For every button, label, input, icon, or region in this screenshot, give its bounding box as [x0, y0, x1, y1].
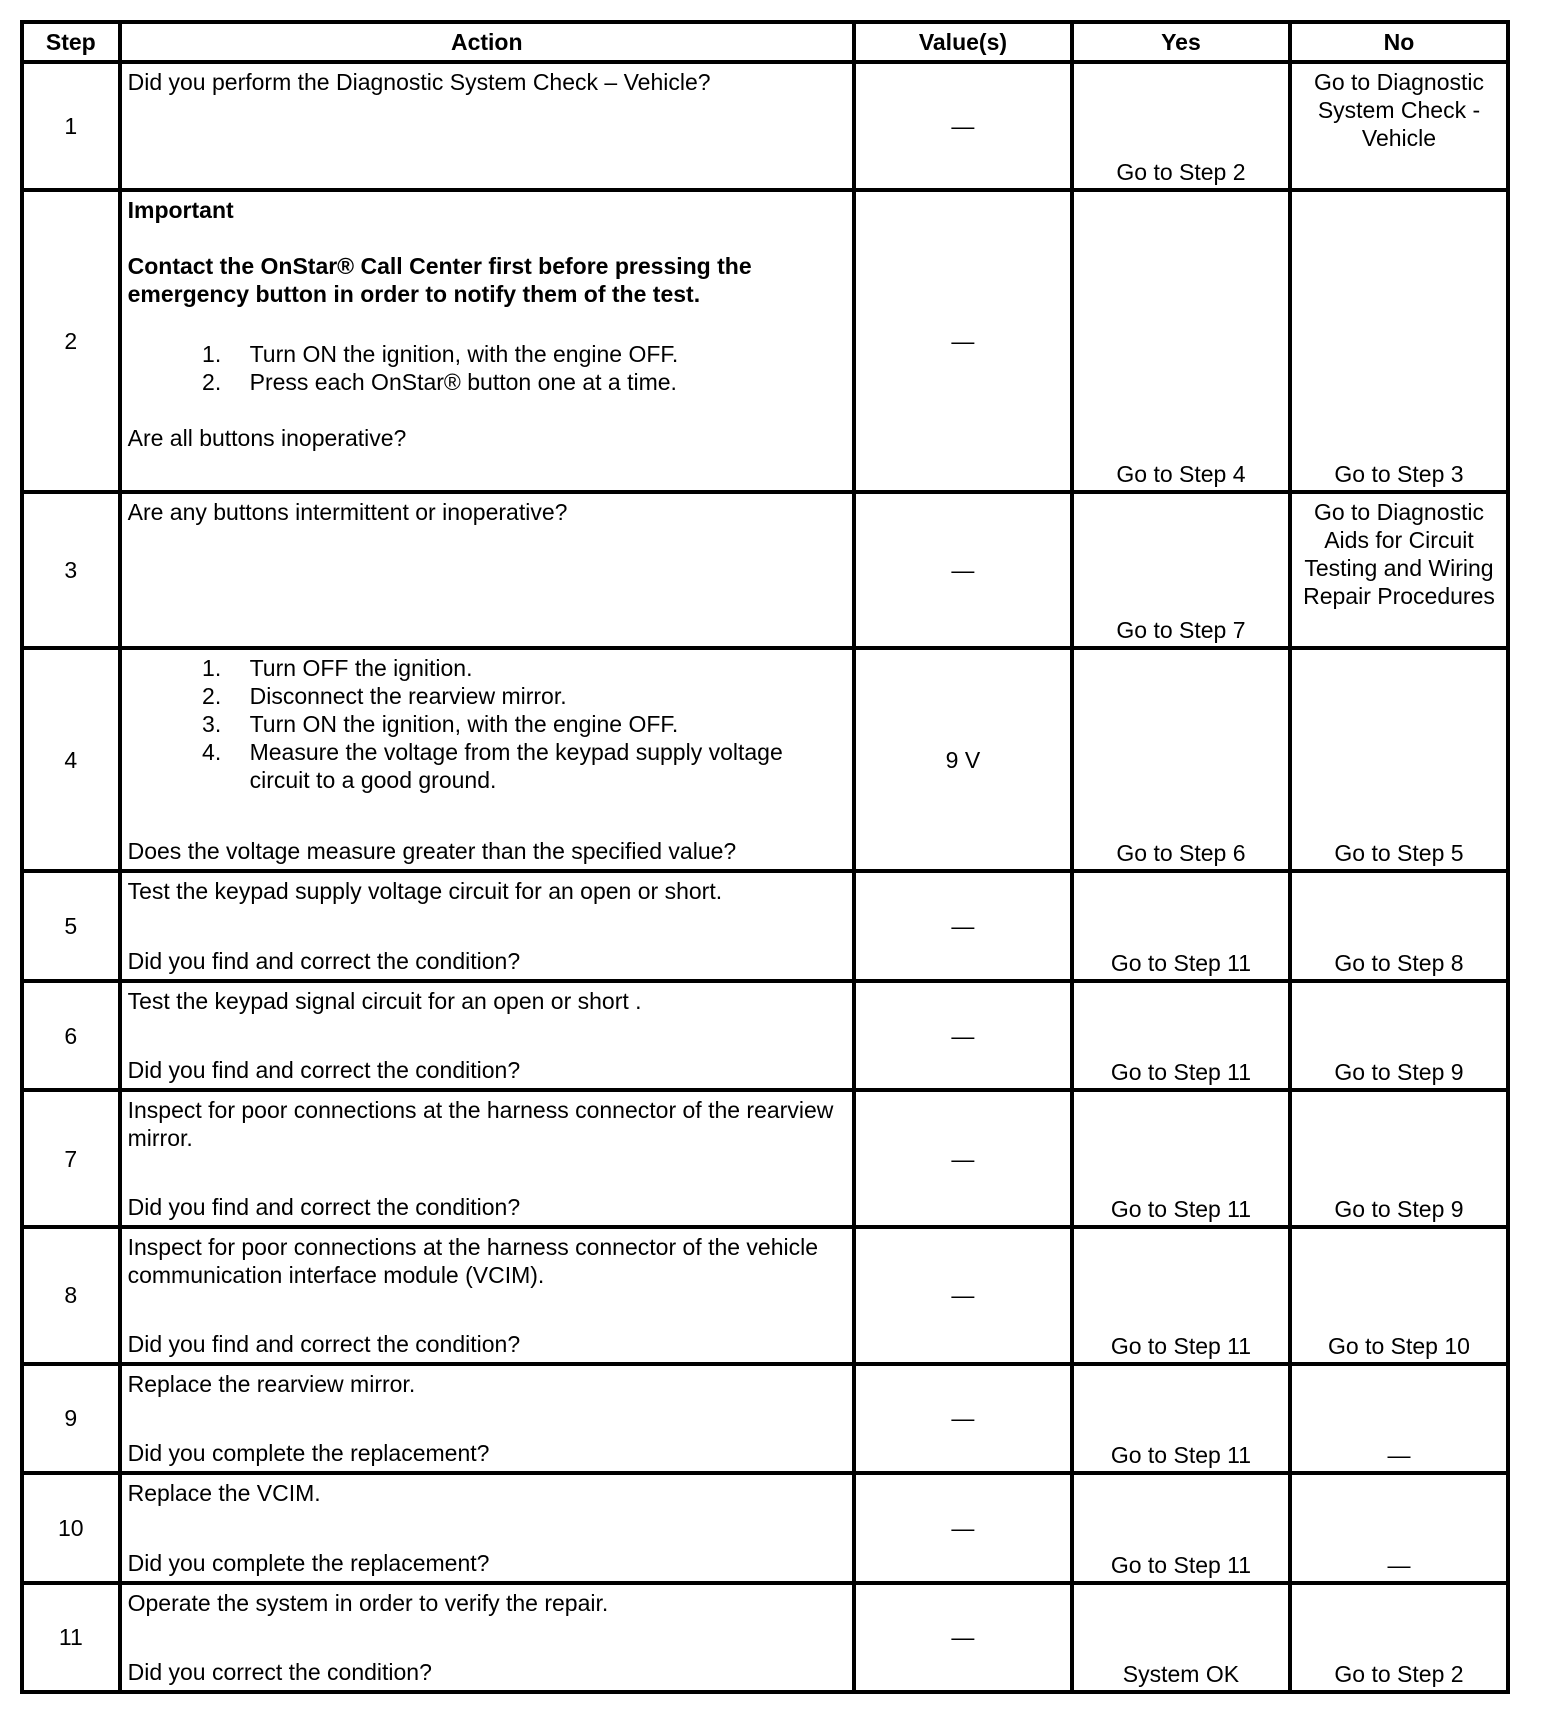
action-cell: [120, 1583, 854, 1692]
header-row: [22, 22, 1508, 62]
value-cell: —: [854, 492, 1072, 648]
important-label: Important: [127, 196, 234, 223]
step-number: 2: [22, 190, 120, 492]
table-row: [22, 648, 1508, 871]
yes-cell: Go to Step 11: [1072, 1227, 1290, 1364]
table-row: [22, 492, 1508, 648]
yes-cell: Go to Step 7: [1072, 492, 1290, 648]
step-number: 3: [22, 492, 120, 648]
action-cell: [120, 871, 854, 980]
table-row: [22, 1473, 1508, 1582]
action-question: Did you find and correct the condition?: [127, 1194, 521, 1220]
action-question: Did you find and correct the condition?: [127, 1330, 521, 1357]
step-number: 9: [22, 1364, 120, 1473]
action-cell: [120, 492, 854, 648]
action-step: 3. Turn ON the ignition, with the engine OFF.: [228, 710, 846, 738]
action-steps: [128, 340, 846, 396]
action-text: Inspect for poor connections at the harness connector of the vehicle communication interface module (VCIM).: [127, 1234, 819, 1288]
value-cell: —: [854, 1364, 1072, 1473]
action-question: Did you correct the condition?: [127, 1659, 432, 1685]
header-no: No: [1290, 22, 1508, 62]
action-cell: [120, 1473, 854, 1582]
value-cell: 9 V: [854, 648, 1072, 871]
value-cell: —: [854, 1583, 1072, 1692]
action-step: 2. Press each OnStar® button one at a time.: [228, 368, 846, 396]
action-question: Did you perform the Diagnostic System Check – Vehicle?: [127, 69, 711, 95]
no-cell: —: [1290, 1364, 1508, 1473]
action-text: Test the keypad supply voltage circuit for an open or short.: [127, 878, 723, 905]
step-number: 7: [22, 1090, 120, 1227]
no-cell: Go to Step 9: [1290, 1090, 1508, 1227]
table-row: [22, 1583, 1508, 1692]
value-cell: —: [854, 981, 1072, 1090]
header-step: Step: [22, 22, 120, 62]
yes-cell: Go to Step 2: [1072, 62, 1290, 190]
action-text: Replace the VCIM.: [127, 1480, 321, 1507]
action-text: Test the keypad signal circuit for an open or short .: [127, 987, 642, 1014]
header-yes: Yes: [1072, 22, 1290, 62]
table-row: [22, 871, 1508, 980]
table-row: [22, 1227, 1508, 1364]
no-cell: Go to Step 2: [1290, 1583, 1508, 1692]
action-question: Are any buttons intermittent or inoperative?: [127, 498, 568, 525]
action-cell: [120, 62, 854, 190]
table-row: [22, 62, 1508, 190]
no-cell: Go to Step 10: [1290, 1227, 1508, 1364]
value-cell: —: [854, 1090, 1072, 1227]
step-number: 6: [22, 981, 120, 1090]
step-number: 1: [22, 62, 120, 190]
action-step: 1. Turn ON the ignition, with the engine OFF.: [228, 340, 846, 368]
action-question: Does the voltage measure greater than the specified value?: [127, 838, 737, 865]
step-number: 5: [22, 871, 120, 980]
action-steps: [128, 654, 846, 794]
yes-cell: Go to Step 11: [1072, 1473, 1290, 1582]
action-text: Operate the system in order to verify the repair.: [127, 1589, 609, 1616]
value-cell: —: [854, 871, 1072, 980]
table-row: [22, 1090, 1508, 1227]
action-question: Did you complete the replacement?: [127, 1549, 490, 1576]
no-cell: —: [1290, 1473, 1508, 1582]
action-cell: [120, 190, 854, 492]
no-cell: Go to Step 9: [1290, 981, 1508, 1090]
action-text: Inspect for poor connections at the harness connector of the rearview mirror.: [127, 1097, 834, 1152]
table-row: [22, 1364, 1508, 1473]
value-cell: —: [854, 190, 1072, 492]
diagnostic-table: [20, 20, 1510, 1694]
action-cell: [120, 1090, 854, 1227]
action-question: Did you find and correct the condition?: [127, 1057, 521, 1084]
no-cell: Go to Step 8: [1290, 871, 1508, 980]
no-cell: Go to Step 5: [1290, 648, 1508, 871]
step-number: 4: [22, 648, 120, 871]
no-cell: Go to Diagnostic System Check - Vehicle: [1290, 62, 1508, 190]
header-action: Action: [120, 22, 854, 62]
yes-cell: Go to Step 6: [1072, 648, 1290, 871]
action-cell: [120, 1364, 854, 1473]
table-row: [22, 190, 1508, 492]
table-row: [22, 981, 1508, 1090]
important-text: Contact the OnStar® Call Center first before pressing the emergency button in order to notify them of the test.: [127, 252, 752, 307]
value-cell: —: [854, 1227, 1072, 1364]
header-values: Value(s): [854, 22, 1072, 62]
no-cell: Go to Step 3: [1290, 190, 1508, 492]
yes-cell: Go to Step 11: [1072, 1364, 1290, 1473]
action-cell: [120, 648, 854, 871]
action-question: Did you find and correct the condition?: [127, 947, 521, 974]
action-step: 4. Measure the voltage from the keypad supply voltage circuit to a good ground.: [228, 738, 846, 794]
yes-cell: Go to Step 11: [1072, 871, 1290, 980]
step-number: 11: [22, 1583, 120, 1692]
action-cell: [120, 981, 854, 1090]
action-text: Replace the rearview mirror.: [127, 1370, 416, 1397]
yes-cell: Go to Step 4: [1072, 190, 1290, 492]
action-question: Did you complete the replacement?: [127, 1440, 490, 1467]
yes-cell: Go to Step 11: [1072, 1090, 1290, 1227]
step-number: 10: [22, 1473, 120, 1582]
action-question: Are all buttons inoperative?: [127, 424, 407, 451]
no-cell: Go to Diagnostic Aids for Circuit Testing and Wiring Repair Procedures: [1290, 492, 1508, 648]
value-cell: —: [854, 62, 1072, 190]
action-step: 2. Disconnect the rearview mirror.: [228, 682, 846, 710]
yes-cell: System OK: [1072, 1583, 1290, 1692]
value-cell: —: [854, 1473, 1072, 1582]
yes-cell: Go to Step 11: [1072, 981, 1290, 1090]
action-cell: [120, 1227, 854, 1364]
action-step: 1. Turn OFF the ignition.: [228, 654, 846, 682]
step-number: 8: [22, 1227, 120, 1364]
